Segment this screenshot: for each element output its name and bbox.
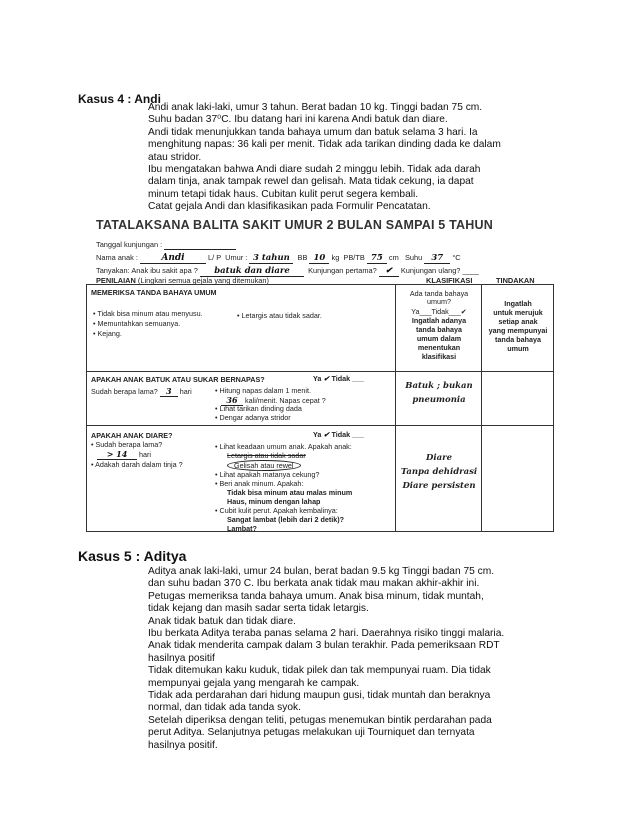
kasus5-line: hasilnya positif. bbox=[148, 739, 218, 751]
diare-right-item-circled: Gelisah atau rewel bbox=[227, 460, 301, 471]
suhu-unit: °C bbox=[452, 253, 461, 262]
bahaya-item: • Kejang. bbox=[93, 329, 122, 338]
kasus4-heading: Kasus 4 : Andi bbox=[78, 92, 161, 106]
identity-row bbox=[96, 253, 461, 264]
tanggal-label: Tanggal kunjungan : bbox=[96, 240, 163, 249]
kasus5-line: Tidak ditemukan kaku kuduk, tidak pilek dan tak mempunyai ruam. Dia tidak bbox=[148, 665, 491, 677]
kasus4-line: Andi tidak menunjukkan tanda bahaya umum dan batuk selama 3 hari. Ia bbox=[148, 126, 478, 138]
bahaya-klas-line: umum dalam bbox=[416, 334, 462, 343]
kasus4-line: menghitung napas: 36 kali per menit. Tidak ada tarikan dinding dada ke dalam bbox=[148, 139, 501, 151]
nama-value: Andi bbox=[140, 253, 206, 264]
tanggal-blank bbox=[164, 240, 236, 250]
divider bbox=[481, 285, 482, 531]
bahaya-klas-line: Ya___Tidak___✔ bbox=[411, 307, 467, 316]
check-mark: ✔ bbox=[323, 374, 330, 383]
kasus4-paragraph bbox=[148, 102, 528, 214]
napas-value: 36 bbox=[221, 395, 243, 406]
diare-left-item: • Adakah darah dalam tinja ? bbox=[91, 460, 183, 469]
diare-klas-line: Diare persisten bbox=[402, 481, 476, 491]
kunjungan-pertama-label: Kunjungan pertama? bbox=[308, 266, 377, 275]
umur-label: Umur : bbox=[225, 253, 248, 262]
kasus5-line: Anak tidak menderita campak dalam 3 bulan terakhir. Pada pemeriksaan RDT bbox=[148, 640, 500, 652]
suhu-value: 37 bbox=[424, 253, 450, 264]
pbtb-label: PB/TB bbox=[343, 253, 365, 262]
keluhan-value: batuk dan diare bbox=[200, 266, 304, 277]
divider bbox=[87, 371, 553, 372]
bahaya-tindakan-line: tanda bahaya bbox=[495, 335, 541, 344]
form-title: TATALAKSANA BALITA SAKIT UMUR 2 BULAN SAMPAI 5 TAHUN bbox=[96, 218, 493, 232]
bahaya-klas-line: klasifikasi bbox=[421, 352, 457, 361]
col-penilaian-note: (Lingkari semua gejala yang ditemukan) bbox=[137, 276, 269, 285]
bahaya-item: • Memuntahkan semuanya. bbox=[93, 319, 181, 328]
col-penilaian: PENILAIAN bbox=[96, 276, 136, 285]
bahaya-tindakan-line: Ingatlah bbox=[504, 299, 532, 308]
kasus5-line: Petugas memeriksa tanda bahaya umum. Anak bisa minum, tidak muntah, bbox=[148, 590, 484, 602]
bahaya-klas-line: Ada tanda bahaya bbox=[409, 289, 469, 298]
batuk-title: APAKAH ANAK BATUK ATAU SUKAR BERNAPAS? bbox=[91, 375, 265, 384]
kasus5-line: Tidak ada perdarahan dari hidung maupun gusi, tidak muntah dan beraknya bbox=[148, 690, 491, 702]
diare-yes-no bbox=[313, 430, 364, 439]
diare-title: APAKAH ANAK DIARE? bbox=[91, 431, 173, 440]
bahaya-tindakan-line: yang mempunyai bbox=[488, 326, 548, 335]
recording-form bbox=[86, 216, 556, 532]
diare-right-item: • Beri anak minum. Apakah: bbox=[215, 479, 304, 488]
kasus4-line: Suhu badan 37⁰C. Ibu datang hari ini karena Andi batuk dan diare. bbox=[148, 114, 448, 126]
kasus5-paragraph bbox=[148, 566, 528, 752]
diare-lama-value: > 14 bbox=[97, 449, 137, 460]
batuk-lama-unit: hari bbox=[179, 387, 192, 396]
bahaya-item-right: • Letargis atau tidak sadar. bbox=[237, 311, 322, 320]
bb-value: 10 bbox=[309, 253, 329, 264]
diare-klas-line: Diare bbox=[426, 453, 452, 463]
batuk-klas-line: Batuk ; bukan bbox=[405, 381, 473, 391]
diare-right-item: Haus, minum dengan lahap bbox=[227, 497, 321, 506]
batuk-item: kali/menit. Napas cepat ? bbox=[245, 396, 326, 405]
bahaya-title: MEMERIKSA TANDA BAHAYA UMUM bbox=[91, 288, 217, 297]
bahaya-tindakan-line: umum bbox=[507, 344, 529, 353]
diare-right-item: • Cubit kulit perut. Apakah kembalinya: bbox=[215, 506, 338, 515]
check-mark: ✔ bbox=[379, 266, 399, 277]
diare-right-item: • Lihat keadaan umum anak. Apakah anak: bbox=[215, 442, 352, 451]
kunjungan-ulang-label: Kunjungan ulang? ____ bbox=[400, 266, 479, 275]
kasus5-line: normal, dan tidak ada tanda syok. bbox=[148, 702, 301, 714]
batuk-item: • Hitung napas dalam 1 menit. bbox=[215, 386, 312, 395]
kasus4-line: minum tetapi tidak haus. Cubitan kulit perut segera kembali. bbox=[148, 188, 419, 200]
batuk-lama-label: Sudah berapa lama? bbox=[91, 387, 158, 396]
batuk-klas-line: pneumonia bbox=[412, 395, 466, 405]
kasus4-line: dalam tinja, anak tampak rewel dan gelisah. Mata tidak cekung, ia dapat bbox=[148, 176, 474, 188]
col-tindakan: TINDAKAN bbox=[496, 276, 535, 285]
kasus5-line: dan suhu badan 370 C. Ibu berkata anak tidak mau makan akhir-akhir ini. bbox=[148, 578, 480, 590]
bahaya-tindakan-line: untuk merujuk bbox=[493, 308, 543, 317]
diare-right-item: Letargis atau tidak sadar bbox=[227, 451, 306, 460]
bb-label: BB bbox=[297, 253, 308, 262]
batuk-yes-no bbox=[313, 374, 364, 383]
check-mark: ✔ bbox=[323, 430, 330, 439]
diare-right-item: Lambat? bbox=[227, 524, 257, 533]
assessment-table bbox=[86, 284, 554, 532]
pbtb-value: 75 bbox=[367, 253, 387, 264]
batuk-item: • Lihat tarikan dinding dada bbox=[215, 404, 302, 413]
diare-left-item: • Sudah berapa lama? bbox=[91, 440, 163, 449]
tanggal-kunjungan bbox=[96, 240, 236, 250]
diare-klas-line: Tanpa dehidrasi bbox=[400, 467, 478, 477]
kasus5-line: tidak kejang dan masih sadar serta tidak letargis. bbox=[148, 603, 369, 615]
batuk-lama-value: 3 bbox=[160, 386, 178, 397]
tanyakan-label: Tanyakan: Anak ibu sakit apa ? bbox=[96, 266, 198, 275]
kasus4-line: Catat gejala Andi dan klasifikasikan pada Formulir Pencatatan. bbox=[148, 201, 431, 213]
kasus4-line: Andi anak laki-laki, umur 3 tahun. Berat badan 10 kg. Tinggi badan 75 cm. bbox=[148, 102, 483, 113]
kasus5-line: perut Aditya. Selanjutnya petugas melakukan uji Tourniquet dan ternyata bbox=[148, 727, 475, 739]
batuk-item: • Dengar adanya stridor bbox=[215, 413, 291, 422]
kasus4-line: Ibu mengatakan bahwa Andi diare sudah 2 minggu lebih. Tidak ada darah bbox=[148, 164, 481, 176]
bahaya-tindakan-line: setiap anak bbox=[498, 317, 538, 326]
kasus5-line: hasilnya positif bbox=[148, 652, 215, 664]
bahaya-klas-line: umum? bbox=[427, 297, 451, 306]
divider bbox=[395, 285, 396, 531]
diare-ya: Ya bbox=[313, 430, 322, 439]
bb-unit: kg bbox=[331, 253, 340, 262]
divider bbox=[87, 425, 553, 426]
diare-right-item: Tidak bisa minum atau malas minum bbox=[227, 488, 353, 497]
kasus5-heading: Kasus 5 : Aditya bbox=[78, 548, 187, 564]
diare-right-item: Sangat lambat (lebih dari 2 detik)? bbox=[227, 515, 345, 524]
kasus5-line: mempunyai gejala yang mengarah ke campak. bbox=[148, 677, 360, 689]
bahaya-klas-line: menentukan bbox=[417, 343, 461, 352]
batuk-lama bbox=[91, 386, 192, 397]
diare-left-item: hari bbox=[139, 450, 151, 459]
lp-label: L/ P bbox=[208, 253, 222, 262]
bahaya-item: • Tidak bisa minum atau menyusu. bbox=[93, 309, 203, 318]
diare-lama-row bbox=[97, 449, 151, 460]
bahaya-klas-line: tanda bahaya bbox=[416, 325, 462, 334]
bahaya-klas-line: Ingatlah adanya bbox=[411, 316, 467, 325]
diare-tidak: Tidak ___ bbox=[331, 430, 365, 439]
kasus5-line: Aditya anak laki-laki, umur 24 bulan, berat badan 9.5 kg Tinggi badan 75 cm. bbox=[148, 566, 495, 577]
batuk-ya: Ya bbox=[313, 374, 322, 383]
kasus4-line: atau stridor. bbox=[148, 151, 202, 163]
umur-value: 3 tahun bbox=[249, 253, 293, 264]
batuk-tidak: Tidak ___ bbox=[331, 374, 365, 383]
diare-right-item: • Lihat apakah matanya cekung? bbox=[215, 470, 320, 479]
kasus5-line: Anak tidak batuk dan tidak diare. bbox=[148, 615, 296, 627]
pbtb-unit: cm bbox=[388, 253, 399, 262]
kasus5-line: Setelah diperiksa dengan teliti, petugas menemukan bintik perdarahan pada bbox=[148, 714, 492, 726]
nama-label: Nama anak : bbox=[96, 253, 138, 262]
kasus5-line: Ibu berkata Aditya teraba panas selama 2 hari. Daerahnya risiko tinggi malaria. bbox=[148, 628, 505, 640]
col-klasifikasi: KLASIFIKASI bbox=[426, 276, 473, 285]
suhu-label: Suhu bbox=[404, 253, 423, 262]
